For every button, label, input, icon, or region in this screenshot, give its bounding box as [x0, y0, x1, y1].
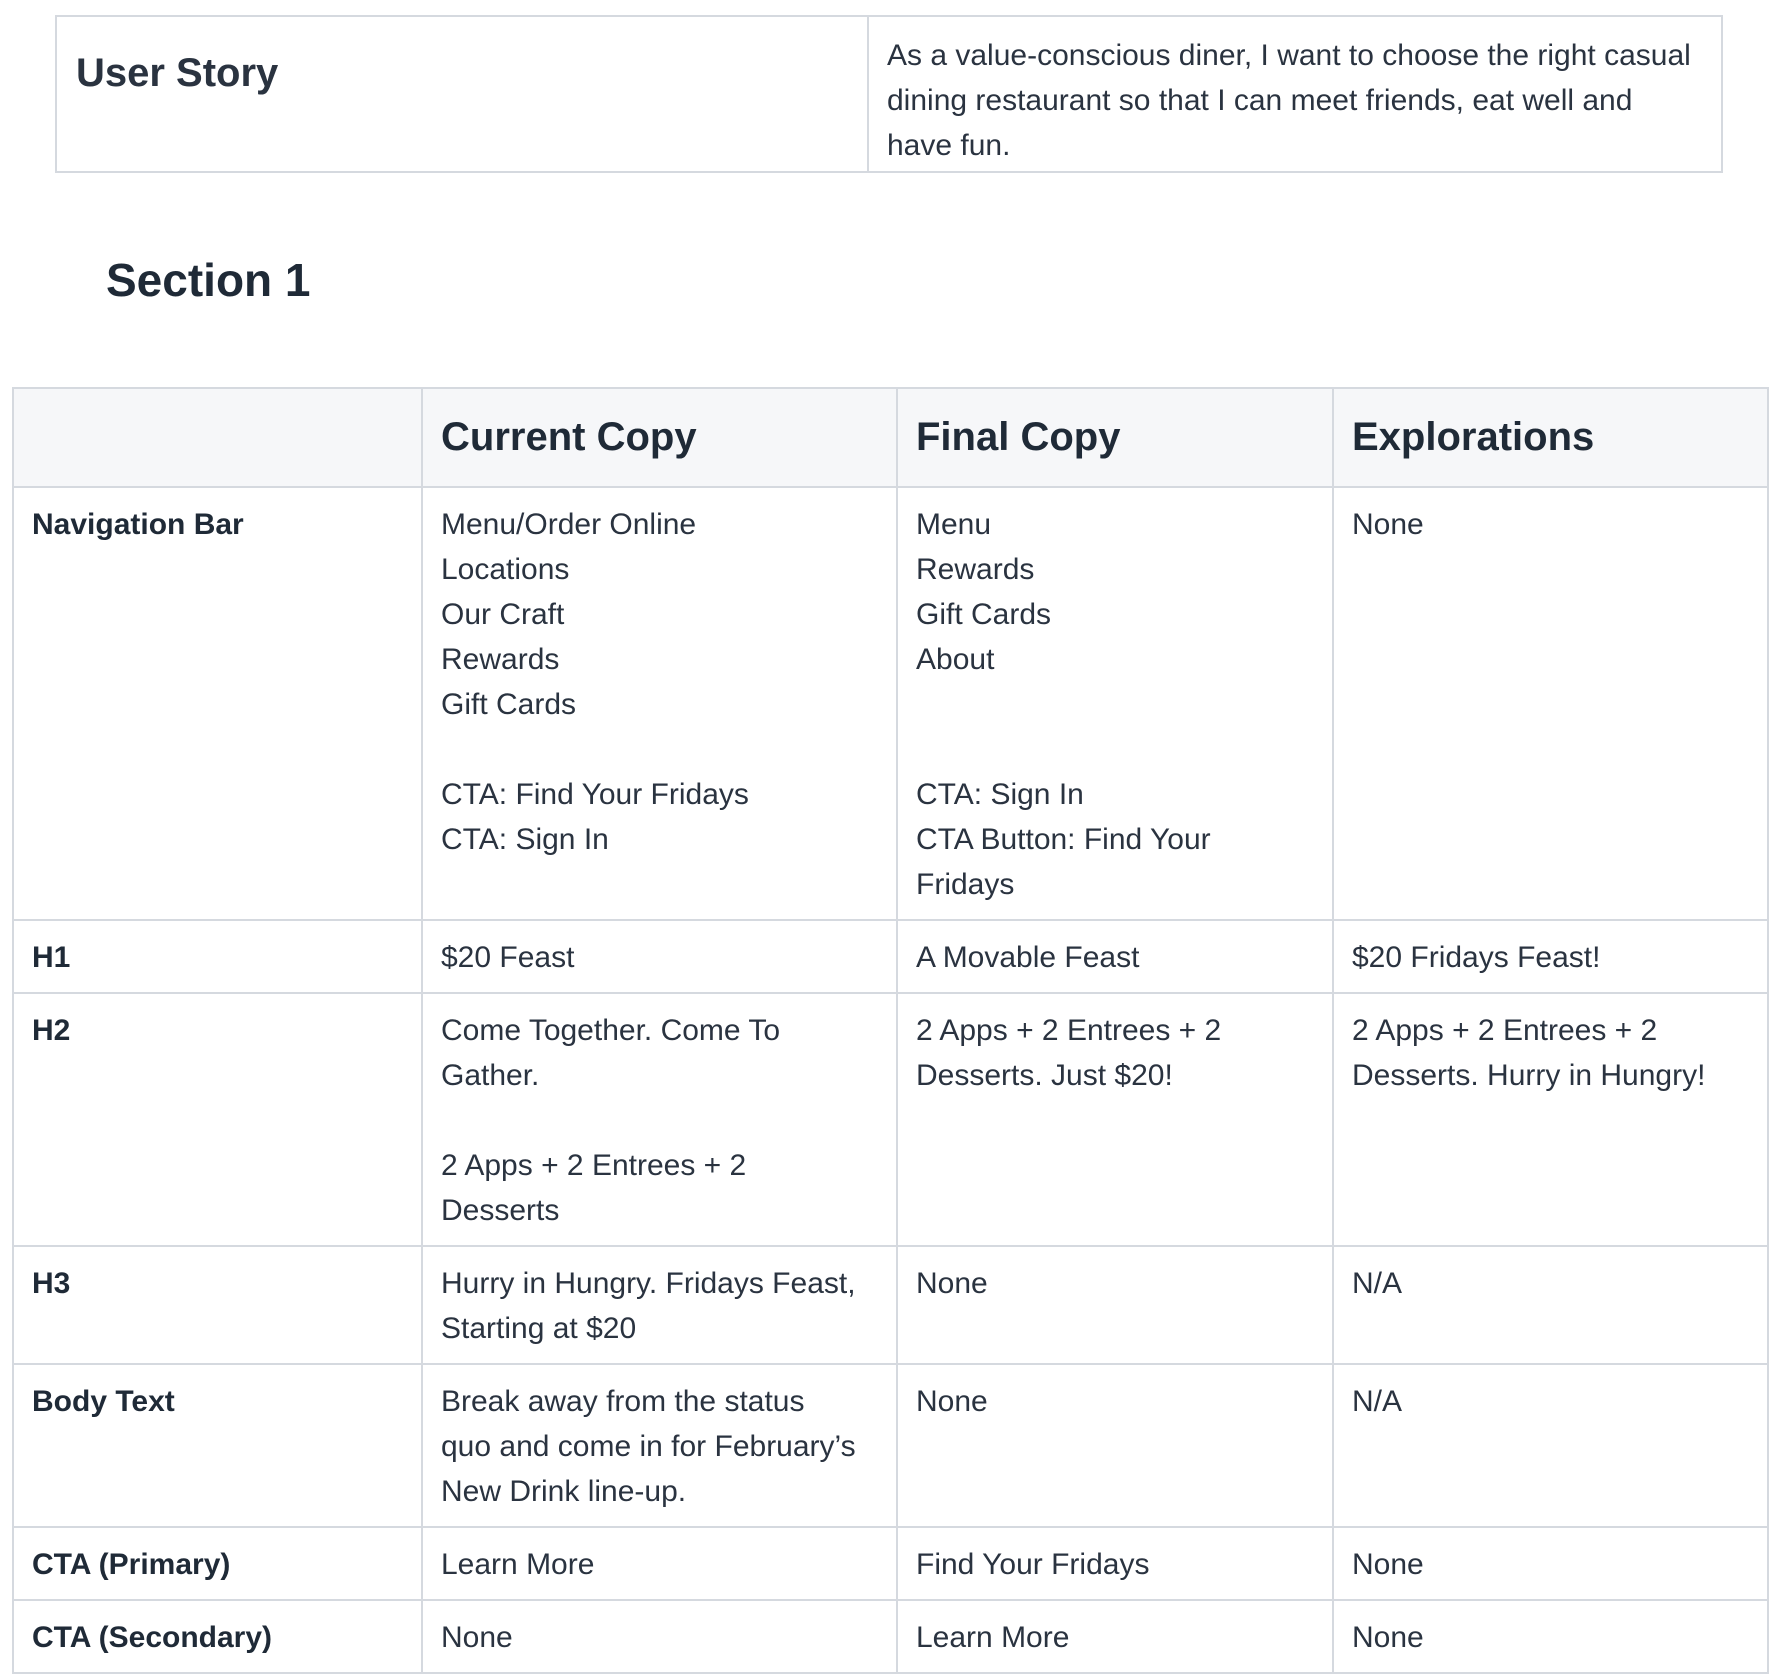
row-label: CTA (Secondary) — [13, 1600, 422, 1673]
cell-line: Desserts — [441, 1194, 560, 1227]
cell-line: CTA Button: Find Your — [916, 823, 1211, 856]
cell-explorations — [1333, 920, 1768, 993]
row-label: CTA (Primary) — [13, 1527, 422, 1600]
cell-line: Gift Cards — [916, 598, 1052, 631]
user-story-row — [56, 16, 1722, 172]
cell-line: None — [1352, 1548, 1424, 1581]
row-label: H2 — [13, 993, 422, 1246]
cell-line: Gift Cards — [441, 688, 577, 721]
cell-line: None — [441, 1621, 513, 1654]
blank-line — [916, 727, 1314, 772]
cell-line: N/A — [1352, 1267, 1403, 1300]
table-row — [13, 920, 1768, 993]
cell-explorations — [1333, 1600, 1768, 1673]
cell-line: Learn More — [916, 1621, 1070, 1654]
cell-line: Rewards — [441, 643, 560, 676]
cell-final — [897, 1527, 1333, 1600]
blank-line — [441, 1098, 878, 1143]
cell-line: Locations — [441, 553, 570, 586]
cell-explorations — [1333, 993, 1768, 1246]
cell-line: Starting at $20 — [441, 1312, 637, 1345]
cell-current — [422, 1364, 897, 1527]
cell-final — [897, 487, 1333, 920]
table-row — [13, 487, 1768, 920]
cell-final — [897, 993, 1333, 1246]
row-label: Navigation Bar — [13, 487, 422, 920]
cell-line: 2 Apps + 2 Entrees + 2 — [441, 1149, 747, 1182]
table-row — [13, 1527, 1768, 1600]
cell-line: Fridays — [916, 868, 1015, 901]
table-row — [13, 993, 1768, 1246]
cell-line: Menu — [916, 508, 992, 541]
cell-line: Menu/Order Online — [441, 508, 697, 541]
cell-current — [422, 1527, 897, 1600]
cell-explorations — [1333, 1364, 1768, 1527]
row-label: Body Text — [13, 1364, 422, 1527]
header-current-copy: Current Copy — [422, 388, 897, 487]
cell-explorations — [1333, 1527, 1768, 1600]
cell-current — [422, 993, 897, 1246]
table-header-row — [13, 388, 1768, 487]
cell-line: Learn More — [441, 1548, 595, 1581]
cell-line: None — [916, 1267, 988, 1300]
row-label: H1 — [13, 920, 422, 993]
cell-line: About — [916, 643, 995, 676]
cell-line: $20 Fridays Feast! — [1352, 941, 1601, 974]
blank-line — [441, 727, 878, 772]
cell-line: A Movable Feast — [916, 941, 1140, 974]
cell-explorations — [1333, 487, 1768, 920]
table-row — [13, 1364, 1768, 1527]
cell-final — [897, 1600, 1333, 1673]
cell-line: None — [1352, 508, 1424, 541]
cell-line: Break away from the status — [441, 1385, 805, 1418]
cell-current — [422, 487, 897, 920]
table-body — [13, 487, 1768, 1673]
cell-line: None — [916, 1385, 988, 1418]
table-row — [13, 1246, 1768, 1364]
cell-final — [897, 1246, 1333, 1364]
cell-line: $20 Feast — [441, 941, 575, 974]
user-story-label: User Story — [56, 16, 868, 172]
cell-line: N/A — [1352, 1385, 1403, 1418]
cell-line: None — [1352, 1621, 1424, 1654]
cell-line: CTA: Sign In — [916, 778, 1084, 811]
cell-line: 2 Apps + 2 Entrees + 2 — [916, 1014, 1222, 1047]
row-label: H3 — [13, 1246, 422, 1364]
cell-current — [422, 920, 897, 993]
cell-line: Our Craft — [441, 598, 565, 631]
cell-line: CTA: Sign In — [441, 823, 609, 856]
cell-final — [897, 920, 1333, 993]
header-row-label — [13, 388, 422, 487]
cell-explorations — [1333, 1246, 1768, 1364]
copy-comparison-table — [12, 387, 1769, 1674]
table-row — [13, 1600, 1768, 1673]
cell-current — [422, 1600, 897, 1673]
cell-line: Hurry in Hungry. Fridays Feast, — [441, 1267, 856, 1300]
user-story-text: As a value-conscious diner, I want to choose the right casual dining restaurant so that I can meet friends, eat well and have fun. — [868, 16, 1722, 172]
blank-line — [916, 682, 1314, 727]
cell-line: Rewards — [916, 553, 1035, 586]
cell-line: Gather. — [441, 1059, 540, 1092]
cell-current — [422, 1246, 897, 1364]
cell-final — [897, 1364, 1333, 1527]
cell-line: Desserts. Hurry in Hungry! — [1352, 1059, 1706, 1092]
cell-line: Find Your Fridays — [916, 1548, 1150, 1581]
section-title: Section 1 — [106, 254, 311, 306]
header-final-copy: Final Copy — [897, 388, 1333, 487]
cell-line: Come Together. Come To — [441, 1014, 781, 1047]
header-explorations: Explorations — [1333, 388, 1768, 487]
user-story-table — [55, 15, 1723, 173]
cell-line: quo and come in for February’s — [441, 1430, 856, 1463]
cell-line: Desserts. Just $20! — [916, 1059, 1173, 1092]
cell-line: New Drink line-up. — [441, 1475, 687, 1508]
cell-line: CTA: Find Your Fridays — [441, 778, 749, 811]
cell-line: 2 Apps + 2 Entrees + 2 — [1352, 1014, 1658, 1047]
